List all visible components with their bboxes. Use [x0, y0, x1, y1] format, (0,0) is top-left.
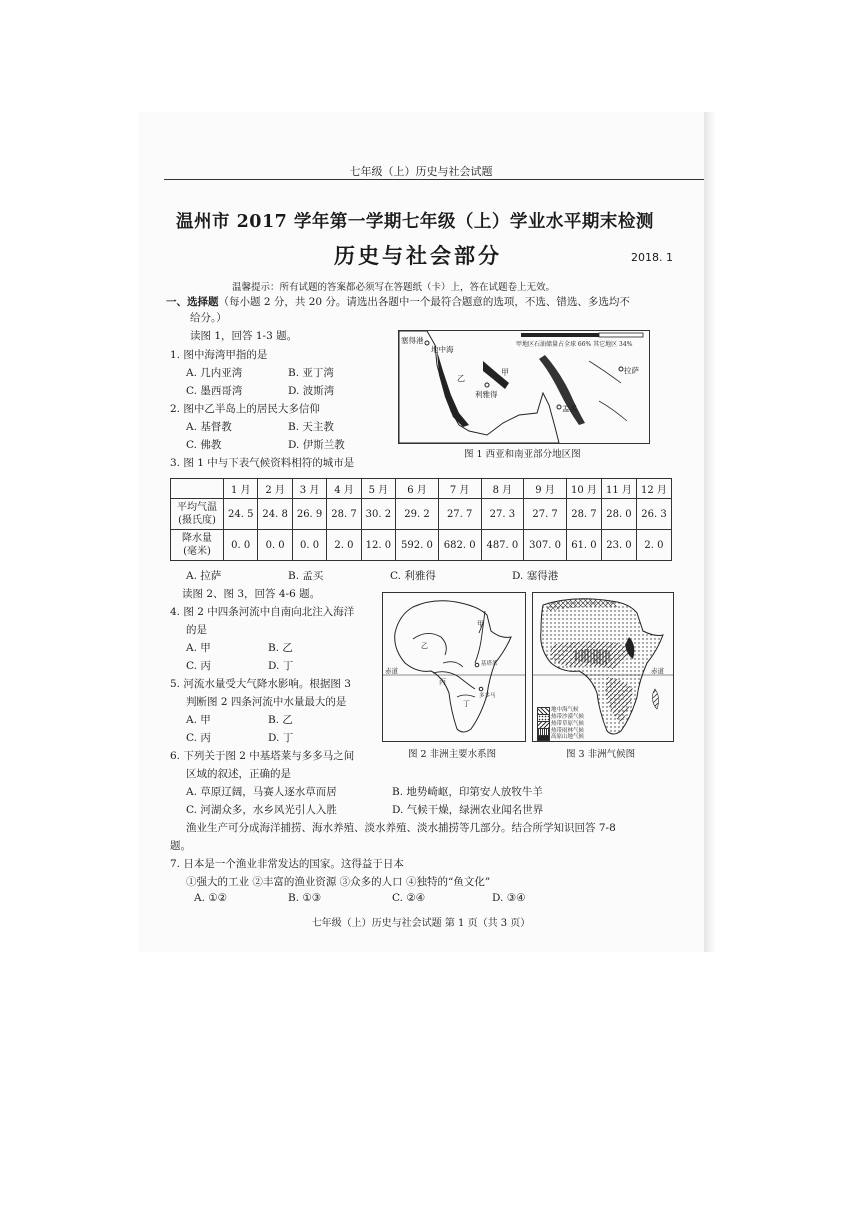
q6-stem-cont: 区域的叙述，正确的是: [186, 768, 291, 780]
exam-page: [138, 112, 704, 952]
temperature-cell: 24. 5: [224, 499, 258, 530]
precipitation-row-head: [171, 530, 224, 561]
month-header: 3 月: [292, 479, 326, 499]
q5-option-d: D. 丁: [268, 732, 294, 744]
header-rule: [164, 179, 704, 180]
precipitation-cell: 0. 0: [258, 530, 292, 561]
page-footer: 七年级（上）历史与社会试题 第 1 页（共 3 页）: [311, 918, 531, 929]
exam-subtitle: 历史与社会部分: [334, 244, 502, 268]
fig1-oil-bar-text: 甲地区石油储量占全球 66% 其它地区 34%: [516, 341, 633, 348]
q6-option-c: C. 河湖众多，水乡风光引人入胜: [186, 804, 337, 816]
precipitation-cell: 592. 0: [396, 530, 439, 561]
legend-swatch-highland: [537, 735, 550, 741]
q2-option-a: A. 基督教: [186, 421, 232, 433]
q7-option-a: A. ①②: [194, 892, 228, 904]
climate-data-table: [170, 478, 672, 561]
fig1-label-saide: 塞得港: [401, 336, 424, 345]
q1-option-b: B. 亚丁湾: [288, 367, 334, 379]
month-header: 12 月: [636, 479, 671, 499]
q5-option-b: B. 乙: [268, 714, 293, 726]
precipitation-cell: 61. 0: [566, 530, 601, 561]
intro-1-3: 读图 1，回答 1-3 题。: [190, 330, 298, 342]
q5-stem: 5. 河流水量受大气降水影响。根据图 3: [170, 678, 351, 690]
q7-option-c: C. ②④: [392, 892, 426, 904]
fig2-label-ding: 丁: [463, 700, 470, 708]
q3-option-a: A. 拉萨: [186, 570, 222, 582]
fig2-label-bing: 丙: [439, 678, 446, 686]
row-head-line: 降水量: [182, 533, 212, 544]
temperature-cell: 29. 2: [396, 499, 439, 530]
temperature-cell: 26. 9: [292, 499, 326, 530]
q5-stem-cont: 判断图 2 四条河流中水量最大的是: [186, 696, 347, 708]
temperature-cell: 27. 3: [481, 499, 524, 530]
q1-option-d: D. 波斯湾: [288, 385, 335, 397]
q4-option-a: A. 甲: [186, 642, 211, 654]
q6-stem: 6. 下列关于图 2 中基塔莱与多多马之间: [170, 750, 355, 762]
intro-7-8: 渔业生产可分成海洋捕捞、海水养殖、淡水养殖、淡水捕捞等几部分。结合所学知识回答 7-8: [186, 822, 616, 834]
q7-option-b: B. ①③: [288, 892, 322, 904]
figure-3-caption: 图 3 非洲气候图: [566, 749, 636, 760]
month-header: 10 月: [566, 479, 601, 499]
fig2-label-kitale: 基塔莱: [481, 661, 498, 667]
q6-option-b: B. 地势崎岖，印第安人放牧牛羊: [392, 786, 543, 798]
legend-desert: 热带沙漠气候: [551, 714, 585, 720]
temperature-cell: 24. 8: [258, 499, 292, 530]
intro-7-8-cont: 题。: [170, 840, 191, 852]
month-header: 11 月: [601, 479, 636, 499]
precipitation-cell: 487. 0: [481, 530, 524, 561]
section-desc-cont: 给分。）: [190, 312, 227, 324]
fig1-label-yi: 乙: [457, 374, 465, 383]
q7-statements: ①强大的工业 ②丰富的渔业资源 ③众多的人口 ④独特的“鱼文化”: [186, 876, 491, 888]
page-edge-shadow: [704, 112, 716, 952]
q7-option-d: D. ③④: [492, 892, 526, 904]
warm-tip: 温馨提示：所有试题的答案都必须写在答题纸（卡）上，答在试题卷上无效。: [232, 282, 556, 293]
temperature-cell: 28. 7: [327, 499, 361, 530]
q4-stem: 4. 图 2 中四条河流中自南向北注入海洋: [170, 606, 355, 618]
table-corner-cell: [171, 479, 224, 499]
fig1-label-mumbai: 孟买: [562, 404, 577, 413]
precipitation-cell: 12. 0: [361, 530, 395, 561]
precipitation-cell: 0. 0: [224, 530, 258, 561]
precipitation-cell: 23. 0: [601, 530, 636, 561]
figure-2-map: [382, 592, 526, 742]
q5-option-a: A. 甲: [186, 714, 211, 726]
month-header: 1 月: [224, 479, 258, 499]
q5-option-c: C. 丙: [186, 732, 211, 744]
temperature-cell: 30. 2: [361, 499, 395, 530]
legend-rainforest: 热带雨林气候: [551, 728, 585, 734]
precipitation-cell: 682. 0: [438, 530, 481, 561]
fig1-label-riyadh: 利雅得: [475, 390, 498, 399]
temperature-cell: 27. 7: [524, 499, 567, 530]
precipitation-row: [171, 530, 672, 561]
q7-stem: 7. 日本是一个渔业非常发达的国家。这得益于日本: [170, 858, 404, 870]
q4-option-d: D. 丁: [268, 660, 294, 672]
month-header: 7 月: [438, 479, 481, 499]
fig1-label-med: 地中海: [431, 345, 454, 354]
q2-option-d: D. 伊斯兰教: [288, 439, 345, 451]
row-head-line: 平均气温: [177, 502, 217, 513]
q2-option-b: B. 天主教: [288, 421, 334, 433]
temperature-cell: 27. 7: [438, 499, 481, 530]
fig3-equator-label: 赤道: [651, 667, 664, 675]
fig2-label-dodoma: 多多马: [479, 693, 496, 699]
fig1-label-lhasa: 拉萨: [624, 366, 639, 375]
q3-option-d: D. 塞得港: [512, 570, 559, 582]
running-header: 七年级（上）历史与社会试题: [349, 165, 493, 178]
month-header: 2 月: [258, 479, 292, 499]
q2-stem: 2. 图中乙半岛上的居民大多信仰: [170, 403, 320, 415]
q3-option-b: B. 孟买: [288, 570, 324, 582]
section-heading: [166, 294, 630, 309]
fig2-label-jia: 甲: [477, 620, 484, 628]
q6-option-d: D. 气候干燥，绿洲农业闻名世界: [392, 804, 544, 816]
row-head-unit: (毫米): [183, 546, 211, 557]
section-title: 一、选择题: [166, 296, 219, 308]
q3-option-c: C. 利雅得: [390, 570, 436, 582]
temperature-cell: 28. 7: [566, 499, 601, 530]
legend-mediterranean: 地中海气候: [551, 707, 579, 713]
q1-stem: 1. 图中海湾甲指的是: [170, 349, 268, 361]
precipitation-cell: 0. 0: [292, 530, 326, 561]
month-header: 4 月: [327, 479, 361, 499]
q3-stem: 3. 图 1 中与下表气候资料相符的城市是: [170, 457, 355, 469]
figure-2-caption: 图 2 非洲主要水系图: [408, 749, 497, 760]
temperature-row: [171, 499, 672, 530]
figure-3-map: [532, 592, 674, 742]
month-header: 8 月: [481, 479, 524, 499]
temperature-cell: 26. 3: [636, 499, 671, 530]
q2-option-c: C. 佛教: [186, 439, 222, 451]
q4-option-c: C. 丙: [186, 660, 211, 672]
figure-1-caption: 图 1 西亚和南亚部分地区图: [464, 449, 581, 460]
legend-highland: 高原山地气候: [551, 734, 585, 740]
legend-savanna: 热带草原气候: [551, 721, 585, 727]
precipitation-cell: 2. 0: [327, 530, 361, 561]
fig2-label-yi: 乙: [421, 642, 428, 650]
temperature-row-head: [171, 499, 224, 530]
africa-rivers-map: [383, 593, 525, 741]
temperature-cell: 28. 0: [601, 499, 636, 530]
q4-option-b: B. 乙: [268, 642, 293, 654]
intro-4-6: 读图 2、图 3，回答 4-6 题。: [182, 588, 321, 600]
table-header-row: [171, 479, 672, 499]
month-header: 5 月: [361, 479, 395, 499]
precipitation-cell: 2. 0: [636, 530, 671, 561]
exam-title: 温州市 2017 学年第一学期七年级（上）学业水平期末检测: [176, 212, 654, 232]
precipitation-cell: 307. 0: [524, 530, 567, 561]
q1-option-c: C. 墨西哥湾: [186, 385, 243, 397]
row-head-unit: (摄氏度): [178, 515, 216, 526]
fig2-equator-label: 赤道: [385, 667, 398, 675]
section-desc: （每小题 2 分，共 20 分。请选出各题中一个最符合题意的选项，不选、错选、多选均不: [218, 296, 630, 308]
fig1-label-jia: 甲: [501, 368, 509, 377]
month-header: 9 月: [524, 479, 567, 499]
figure-1-map: [398, 330, 650, 444]
q6-option-a: A. 草原辽阔，马赛人逐水草而居: [186, 786, 337, 798]
exam-date: 2018. 1: [631, 251, 673, 264]
q4-stem-cont: 的是: [186, 624, 207, 636]
q1-option-a: A. 几内亚湾: [186, 367, 243, 379]
month-header: 6 月: [396, 479, 439, 499]
